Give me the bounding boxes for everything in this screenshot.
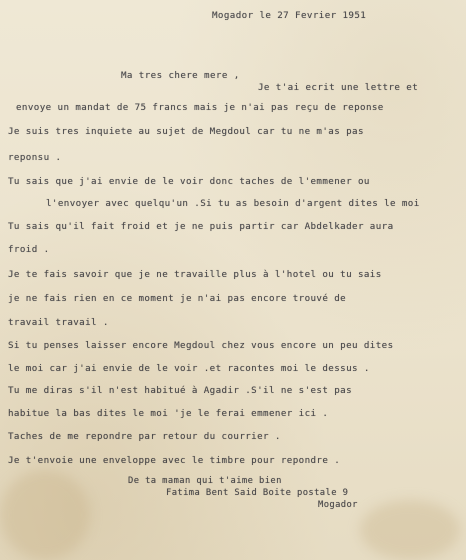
letter-line: le moi car j'ai envie de le voir .et racontes moi le dessus . (8, 363, 370, 374)
letter-line: Taches de me repondre par retour du courrier . (8, 431, 281, 442)
letter-line: Je te fais savoir que je ne travaille plus à l'hotel ou tu sais (8, 269, 382, 280)
letter-line: reponsu . (8, 152, 62, 163)
letter-line: Si tu penses laisser encore Megdoul chez vous encore un peu dites (8, 340, 394, 351)
letter-line: Je suis tres inquiete au sujet de Megdoul car tu ne m'as pas (8, 126, 364, 137)
letter-line: Je t'ai ecrit une lettre et (258, 82, 419, 93)
letter-line: Je t'envoie une enveloppe avec le timbre pour repondre . (8, 455, 341, 466)
letter-line: Tu me diras s'il n'est habitué à Agadir .S'il ne s'est pas (8, 385, 353, 396)
letter-line: froid . (8, 244, 50, 255)
sender-city: Mogador (318, 500, 358, 510)
letter-closing: De ta maman qui t'aime bien (128, 476, 282, 486)
letter-date: Mogador le 27 Fevrier 1951 (212, 10, 367, 21)
letter-line: habitue la bas dites le moi 'je le ferai emmener ici . (8, 408, 329, 419)
letter-line: Tu sais que j'ai envie de le voir donc taches de l'emmener ou (8, 176, 370, 187)
sender-name-address: Fatima Bent Said Boite postale 9 (166, 488, 349, 498)
letter-line: je ne fais rien en ce moment je n'ai pas encore trouvé de (8, 293, 347, 304)
letter-line: travail travail . (8, 317, 109, 328)
letter-line: Tu sais qu'il fait froid et je ne puis partir car Abdelkader aura (8, 221, 394, 232)
letter-line: l'envoyer avec quelqu'un .Si tu as besoin d'argent dites le moi (46, 198, 420, 209)
paper-stain (0, 470, 90, 560)
letter-line: envoye un mandat de 75 francs mais je n'ai pas reçu de reponse (16, 102, 384, 113)
paper-stain (360, 500, 460, 560)
letter-greeting: Ma tres chere mere , (121, 70, 240, 81)
